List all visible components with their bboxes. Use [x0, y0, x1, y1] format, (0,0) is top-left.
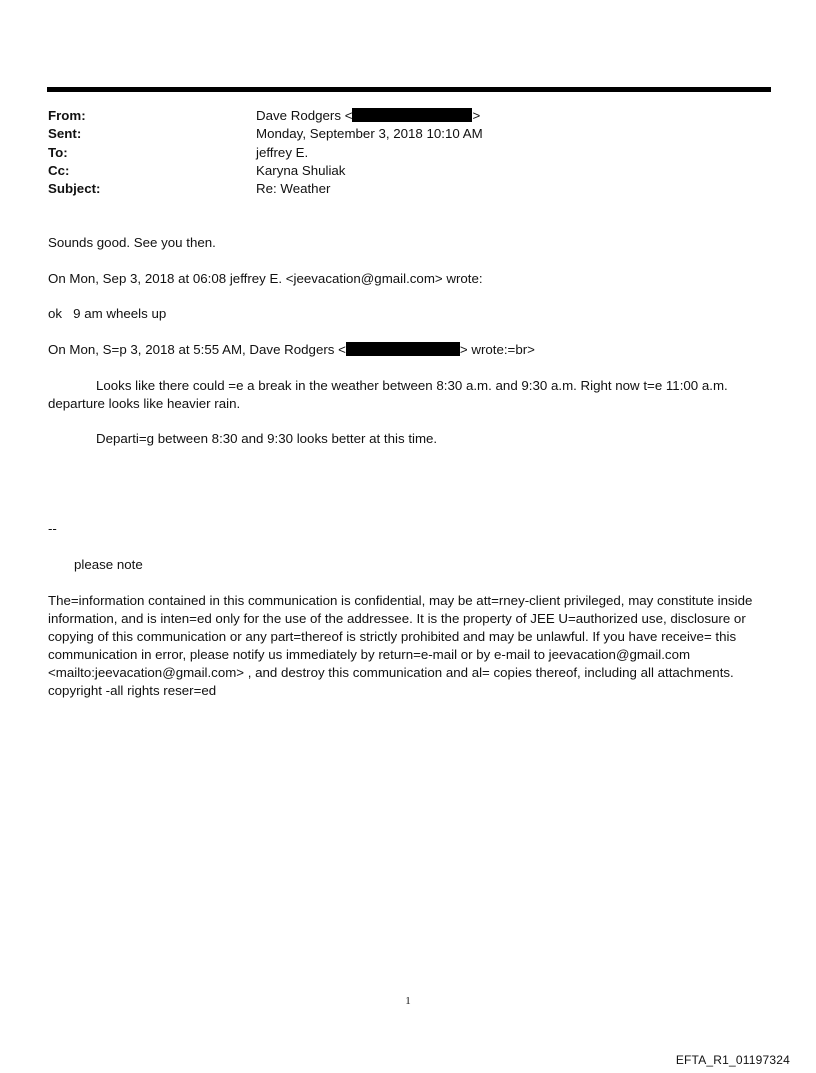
quote1-text: ok 9 am wheels up	[48, 306, 167, 321]
from-name: Dave Rodgers <	[256, 108, 353, 123]
redaction-box	[346, 342, 460, 356]
redaction-box	[352, 108, 472, 122]
signature-separator: --	[48, 521, 57, 536]
quote2-paragraph-1: Looks like there could =e a break in the weather between 8:30 a.m. and 9:30 a.m. Right now t=e 11:00 a.m. departure looks like heavier rain.	[48, 378, 728, 411]
quote2-header-pre: On Mon, S=p 3, 2018 at 5:55 AM, Dave Rodgers <	[48, 342, 346, 357]
disclaimer: The=information contained in this communication is confidential, may be att=rney-client privileged, may constitute inside information, and is inten=ed only for the use of the addressee. It is the property of JEE U=authorized use, disclosure or copying of this communication or any part=thereof is strictly prohibited and may be unlawful. If you have receive= this communication in error, please notify us immediately by return=e-mail or by e-mail to jeevacation@gmail.com <mailto:jeevacation@gmail.com> , and destroy this communication and al= copies thereof, including all attachments. copyright -all rights reser=ed	[48, 593, 753, 698]
email-header	[48, 107, 748, 198]
to-value: jeffrey E.	[256, 144, 309, 160]
quote2-header-post: > wrote:=br>	[459, 342, 535, 357]
from-label: From:	[48, 108, 86, 123]
cc-label: Cc:	[48, 162, 70, 178]
from-value	[256, 107, 748, 125]
cc-value: Karyna Shuliak	[256, 162, 346, 178]
reply-text: Sounds good. See you then.	[48, 235, 216, 250]
quote2-paragraph-2: Departi=g between 8:30 and 9:30 looks better at this time.	[96, 431, 438, 446]
from-row	[48, 107, 748, 125]
header-rule	[47, 87, 771, 92]
quote2-header	[48, 341, 535, 359]
to-label: To:	[48, 144, 68, 160]
subject-label: Subject:	[48, 181, 101, 197]
bates-number: EFTA_R1_01197324	[675, 1053, 790, 1067]
sent-value: Monday, September 3, 2018 10:10 AM	[256, 126, 483, 142]
quote1-header: On Mon, Sep 3, 2018 at 06:08 jeffrey E. <jeevacation@gmail.com> wrote:	[48, 271, 483, 286]
to-row	[48, 144, 748, 162]
sent-row	[48, 125, 748, 143]
cc-row	[48, 162, 748, 180]
please-note: please note	[74, 557, 143, 572]
subject-row	[48, 180, 748, 198]
from-close: >	[472, 108, 481, 123]
page-number: 1	[405, 995, 411, 1007]
subject-value: Re: Weather	[256, 181, 331, 197]
sent-label: Sent:	[48, 126, 82, 142]
